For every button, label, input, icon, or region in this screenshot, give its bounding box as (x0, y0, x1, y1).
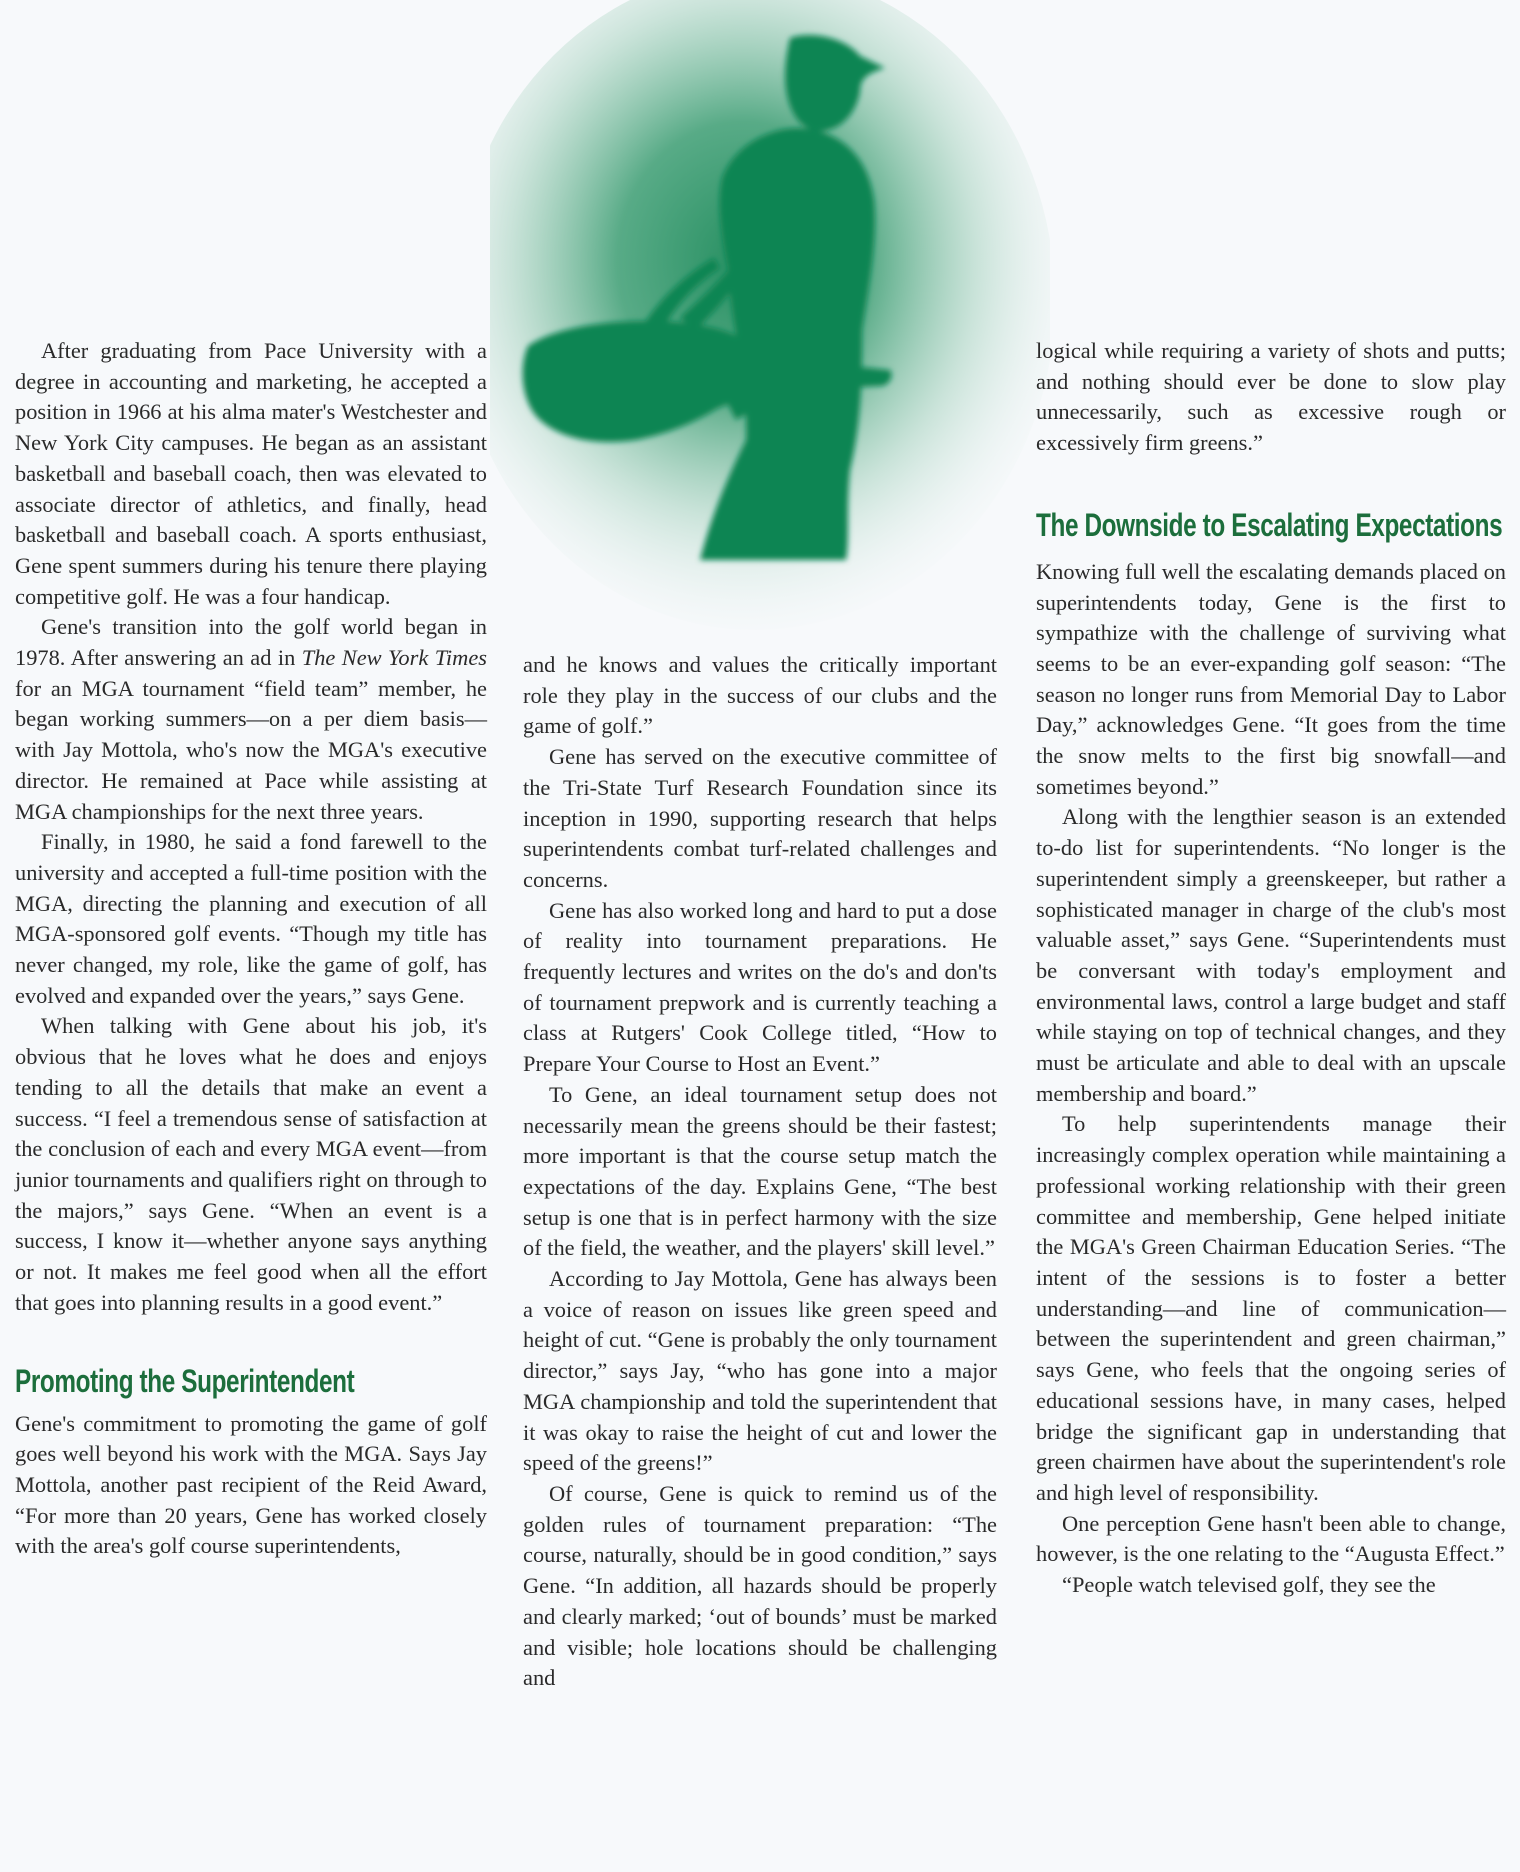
body-paragraph: and he knows and values the critically important role they play in the success of our clubs and the game of golf.” (523, 652, 997, 739)
body-paragraph: When talking with Gene about his job, it's obvious that he loves what he does and enjoys tending to all the details that make an event a success. “I feel a tremendous sense of satisfaction at the conclusion of each and every MGA event—from junior tournaments and qualifiers right on through to the majors,” says Gene. “When an event is a success, I know it—whether anyone says anything or not. It makes me feel good when all the effort that goes into planning results in a good event.” (15, 1013, 487, 1315)
publication-title: The New York Times (301, 645, 487, 671)
body-paragraph: After graduating from Pace University with a degree in accounting and marketing, he accepted a position in 1966 at his alma mater's Westchester and New York City campuses. He began as an assistant basketball and baseball coach, then was elevated to associate director of athletics, and finally, head basketball and baseball coach. A sports enthusiast, Gene spent summers during his tenure there playing competitive golf. He was a four handicap. (15, 338, 487, 609)
body-paragraph: Knowing full well the escalating demands placed on superintendents today, Gene is the first to sympathize with the challenge of surviving what seems to be an ever-expanding golf season: “The season no longer runs from Memorial Day to Labor Day,” acknowledges Gene. “It goes from the time the snow melts to the first big snowfall—and sometimes beyond.” (1036, 558, 1506, 799)
body-paragraph: Finally, in 1980, he said a fond farewell to the university and accepted a full-time position with the MGA, directing the planning and execution of all MGA-sponsored golf events. “Though my title has never changed, my role, like the game of golf, has evolved and expanded over the years,” says Gene. (15, 829, 487, 1008)
article-column-2 (523, 650, 997, 1694)
body-paragraph: To help superintendents manage their increasingly complex operation while maintaining a professional working relationship with their green committee and membership, Gene helped initiate the MGA's Green Chairman Education Series. “The intent of the sessions is to foster a better understanding—and line of communication—between the superintendent and green chairman,” says Gene, who feels that the ongoing series of educational sessions have, in many cases, helped bridge the significant gap in understanding that green chairmen have about the superintendent's role and high level of responsibility. (1036, 1111, 1506, 1505)
golfer-silhouette-illustration (490, 0, 1050, 650)
body-paragraph: Along with the lengthier season is an extended to-do list for superintendents. “No longer is the superintendent simply a greenskeeper, but rather a sophisticated manager in charge of the club's most valuable asset,” says Gene. “Superintendents must be conversant with today's employment and environmental laws, control a large budget and staff while staying on top of technical changes, and they must be articulate and able to deal with an upscale membership and board.” (1036, 804, 1506, 1106)
article-column-3 (1036, 336, 1506, 1601)
body-paragraph: According to Jay Mottola, Gene has always been a voice of reason on issues like green speed and height of cut. “Gene is probably the only tournament director,” says Jay, “who has gone into a major MGA championship and told the superintendent that it was okay to raise the height of cut and lower the speed of the greens!” (523, 1266, 997, 1476)
body-paragraph: Gene has served on the executive committee of the Tri-State Turf Research Foundation since its inception in 1990, supporting research that helps superintendents combat turf-related challenges and concerns. (523, 744, 997, 892)
body-paragraph: Of course, Gene is quick to remind us of the golden rules of tournament preparation: “The course, naturally, should be in good condition,” says Gene. “In addition, all hazards should be properly and clearly marked; ‘out of bounds’ must be marked and visible; hole locations should be challenging and (523, 1480, 997, 1691)
body-paragraph: To Gene, an ideal tournament setup does not necessarily mean the greens should be their fastest; more important is that the course setup match the expectations of the day. Explains Gene, “The best setup is one that is in perfect harmony with the size of the field, the weather, and the players' skill level.” (523, 1081, 997, 1261)
body-paragraph: Gene has also worked long and hard to put a dose of reality into tournament preparations. He frequently lectures and writes on the do's and don'ts of tournament prepwork and is currently teaching a class at Rutgers' Cook College titled, “How to Prepare Your Course to Host an Event.” (523, 897, 997, 1077)
body-paragraph: logical while requiring a variety of shots and putts; and nothing should ever be done to slow play unnecessarily, such as excessive rough or excessively firm greens.” (1036, 338, 1506, 456)
body-paragraph: One perception Gene hasn't been able to change, however, is the one relating to the “Augusta Effect.” (1036, 1510, 1506, 1567)
body-text: Gene's transition into the golf world began in 1978. After answering an ad in (15, 614, 487, 671)
golfer-silhouette-icon (490, 0, 1050, 650)
section-heading: Promoting the Superintendent (15, 1362, 355, 1399)
body-paragraph: “People watch televised golf, they see the (1062, 1572, 1436, 1598)
section-heading: The Downside to Escalating Expectations (1036, 506, 1503, 543)
body-paragraph (15, 612, 487, 827)
body-text: for an MGA tournament “field team” member, he began working summers—on a per diem basis—with Jay Mottola, who's now the MGA's executive director. He remained at Pace while assisting at MGA championships for the next three years. (15, 675, 487, 824)
article-column-1 (15, 336, 487, 1562)
body-paragraph: Gene's commitment to promoting the game of golf goes well beyond his work with the MGA. Says Jay Mottola, another past recipient of the Reid Award, “For more than 20 years, Gene has worked closely with the area's golf course superintendents, (15, 1410, 487, 1559)
